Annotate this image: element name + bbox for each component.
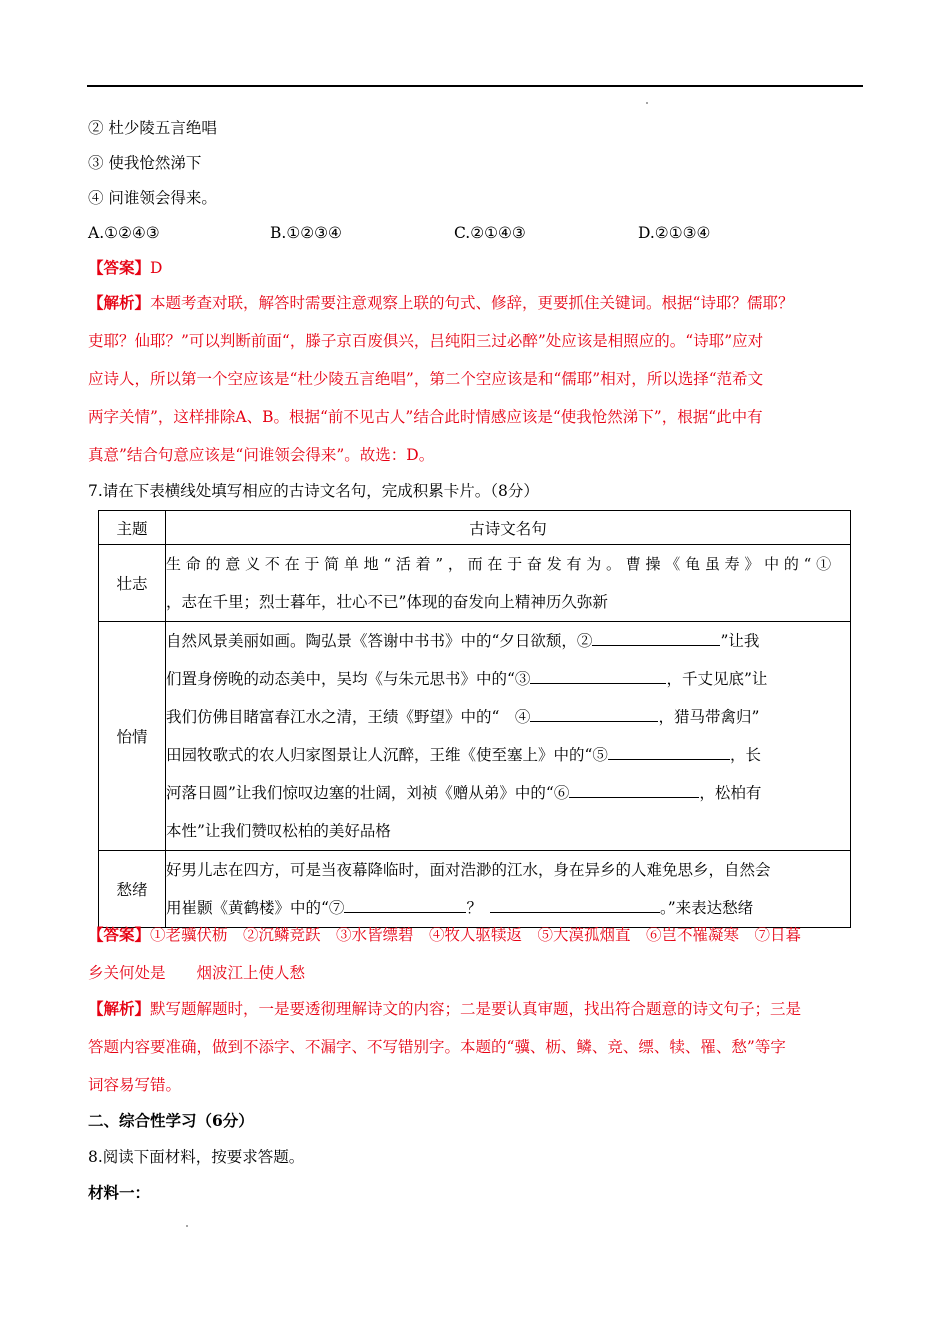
answer-value: D <box>150 259 163 277</box>
content-line <box>166 889 850 927</box>
analysis-label: 【解析】 <box>88 999 151 1018</box>
text: ，猎马带禽归” <box>658 708 760 726</box>
text: 用崔颢《黄鹤楼》中的“⑦ <box>166 899 345 917</box>
text: ？ <box>466 899 482 917</box>
table-header-row <box>99 511 851 545</box>
fill-blank[interactable] <box>490 896 660 913</box>
header-theme: 主题 <box>99 511 166 545</box>
table-row <box>99 622 851 851</box>
row-theme: 壮志 <box>99 545 166 622</box>
q8-title: 8.阅读下面材料，按要求答题。 <box>88 1148 305 1166</box>
fill-blank[interactable] <box>569 781 699 798</box>
q7-title: 7.请在下表横线处填写相应的古诗文名句，完成积累卡片。（8分） <box>88 482 539 500</box>
q6-answer <box>88 258 162 278</box>
answer-text: ①老骥伏枥 ②沉鳞竞跃 ③水皆缥碧 ④牧人驱犊返 ⑤大漠孤烟直 ⑥岂不罹凝寒 ⑦日暮 <box>150 926 802 944</box>
choice-c: C.②①④③ <box>454 224 526 242</box>
text: 我们仿佛目睹富春江水之清，王绩《野望》中的“ ④ <box>166 708 531 726</box>
header-content: 古诗文名句 <box>166 511 851 545</box>
choice-b: B.①②③④ <box>270 224 342 242</box>
q6-analysis-line: 真意”结合句意应该是“问谁领会得来”。故选：D。 <box>88 446 435 464</box>
material-one-label: 材料一： <box>88 1183 151 1202</box>
content-line <box>166 774 850 812</box>
fill-blank[interactable] <box>608 743 730 760</box>
choice-a: A.①②④③ <box>88 224 160 242</box>
analysis-text: 本题考查对联，解答时需要注意观察上联的句式、修辞，更要抓住关键词。根据“诗耶？儒耶？ <box>150 294 794 312</box>
fill-blank[interactable] <box>530 705 658 722</box>
content-line: 生 命 的 意 义 不 在 于 简 单 地 “ 活 着 ” ， 而 在 于 奋 发 有 为 。 曹 操 《 龟 虽 寿 》 中 的 “ ① <box>166 555 832 573</box>
q6-analysis-line: 应诗人，所以第一个空应该是“杜少陵五言绝唱”，第二个空应该是和“儒耶”相对，所以选择“范希文 <box>88 370 764 388</box>
content-line: 本性”让我们赞叹松柏的美好品格 <box>166 822 391 840</box>
speck <box>646 102 648 104</box>
text: ，千丈见底”让 <box>666 670 768 688</box>
row-theme: 怡情 <box>99 622 166 851</box>
analysis-label: 【解析】 <box>88 293 151 312</box>
text: ，松柏有 <box>699 784 762 802</box>
q7-answer <box>88 925 801 945</box>
content-line: 好男儿志在四方，可是当夜幕降临时，面对浩渺的江水，身在异乡的人难免思乡，自然会 <box>166 861 771 879</box>
answer-label: 【答案】 <box>88 258 151 277</box>
content-line <box>166 736 850 774</box>
poetry-card-table <box>98 510 851 928</box>
q7-answer-cont: 乡关何处是 烟波江上使人愁 <box>88 964 306 982</box>
header-rule <box>87 85 863 87</box>
q6-analysis-line: 两字关情”，这样排除A、B。根据“前不见古人”结合此时情感应该是“使我怆然涕下”，根据“此中有 <box>88 408 763 426</box>
text: ，长 <box>729 746 761 764</box>
option-item-4: ④ 问谁领会得来。 <box>88 189 217 207</box>
fill-blank[interactable] <box>592 629 720 646</box>
option-item-3: ③ 使我怆然涕下 <box>88 154 202 172</box>
text: 河落日圆”让我们惊叹边塞的壮阔，刘祯《赠从弟》中的“⑥ <box>166 784 570 802</box>
content-line <box>166 660 850 698</box>
row-content <box>166 622 851 851</box>
row-content <box>166 851 851 928</box>
section-heading: 二、综合性学习（6分） <box>88 1111 254 1130</box>
row-content <box>166 545 851 622</box>
option-item-2: ② 杜少陵五言绝唱 <box>88 119 217 137</box>
q7-analysis-line: 词容易写错。 <box>88 1076 182 1094</box>
choice-d: D.②①③④ <box>638 224 711 242</box>
speck <box>186 1225 188 1227</box>
text: 田园牧歌式的农人归家图景让人沉醉，王维《使至塞上》中的“⑤ <box>166 746 608 764</box>
table-row <box>99 545 851 622</box>
q6-analysis-line <box>88 293 793 313</box>
text: ”让我 <box>720 632 760 650</box>
q7-analysis <box>88 999 801 1019</box>
content-line <box>166 622 850 660</box>
analysis-text: 默写题解题时，一是要透彻理解诗文的内容；二是要认真审题，找出符合题意的诗文句子；三是 <box>150 1000 802 1018</box>
content-line <box>166 698 850 736</box>
row-theme: 愁绪 <box>99 851 166 928</box>
text: 。”来表达愁绪 <box>659 899 754 917</box>
text: 们置身傍晚的动态美中，吴均《与朱元思书》中的“③ <box>166 670 531 688</box>
q6-analysis-line: 吏耶？仙耶？”可以判断前面“，滕子京百废俱兴，吕纯阳三过必醉”处应该是相照应的。“诗耶”应对 <box>88 332 764 350</box>
q7-analysis-line: 答题内容要准确，做到不添字、不漏字、不写错别字。本题的“骥、枥、鳞、竞、缥、犊、罹、愁”等字 <box>88 1038 786 1056</box>
content-line: ，志在千里；烈士暮年，壮心不已”体现的奋发向上精神历久弥新 <box>166 593 608 611</box>
text: 自然风景美丽如画。陶弘景《答谢中书书》中的“夕日欲颓，② <box>166 632 593 650</box>
table-row <box>99 851 851 928</box>
answer-label: 【答案】 <box>88 925 151 944</box>
fill-blank[interactable] <box>344 896 466 913</box>
fill-blank[interactable] <box>530 667 666 684</box>
